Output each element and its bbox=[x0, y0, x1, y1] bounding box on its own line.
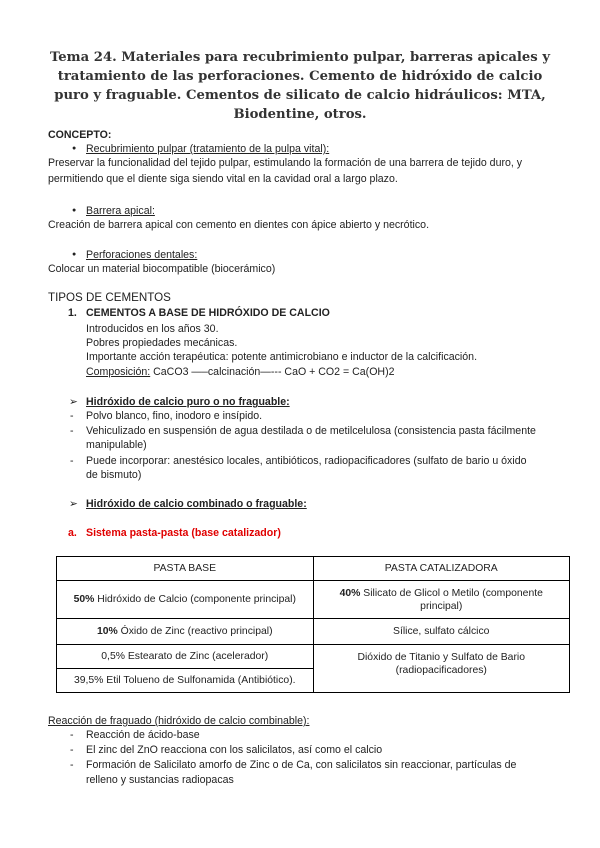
reaccion-item: - El zinc del ZnO reacciona con los salicilatos, así como el calcio bbox=[86, 743, 382, 757]
concepto-item-recubrimiento-text: permitiendo que el diente siga siendo vital en la cavidad oral a largo plazo. bbox=[48, 173, 398, 185]
concepto-heading: CONCEPTO: bbox=[48, 129, 112, 141]
concepto-item-recubrimiento-text: Preservar la funcionalidad del tejido pulpar, estimulando la formación de una barrera de tejido duro, y bbox=[48, 157, 523, 169]
section1-line: Importante acción terapéutica: potente antimicrobiano e inductor de la calcificación. bbox=[86, 351, 478, 363]
table-cell-base: 50% Hidróxido de Calcio (componente principal) bbox=[57, 581, 314, 619]
section1-number: 1. bbox=[68, 307, 77, 319]
table-header-catalizadora: PASTA CATALIZADORA bbox=[313, 557, 570, 581]
puro-item: - Puede incorporar: anestésico locales, antibióticos, radiopacificadores (sulfato de bario u óxido bbox=[86, 454, 526, 468]
table-header-base: PASTA BASE bbox=[57, 557, 314, 581]
table-cell-catalizadora: Sílice, sulfato cálcico bbox=[313, 619, 570, 645]
puro-item: - Vehiculizado en suspensión de agua destilada o de metilcelulosa (consistencia pasta fácilmente bbox=[86, 424, 536, 438]
puro-item: - Polvo blanco, fino, inodoro e insípido. bbox=[86, 409, 262, 423]
concepto-item-barrera-text: Creación de barrera apical con cemento en dientes con ápice abierto y necrótico. bbox=[48, 219, 430, 231]
sistema-title: Sistema pasta-pasta (base catalizador) bbox=[86, 527, 281, 539]
section1-line: Introducidos en los años 30. bbox=[86, 323, 219, 335]
concepto-item-barrera-label: ● Barrera apical: bbox=[86, 204, 155, 218]
reaccion-item: - Reacción de ácido-base bbox=[86, 728, 200, 742]
concepto-item-recubrimiento-label: ● Recubrimiento pulpar (tratamiento de la pulpa vital): bbox=[86, 142, 329, 156]
reaccion-heading: Reacción de fraguado (hidróxido de calcio combinable): bbox=[48, 715, 310, 727]
concepto-item-perforaciones-label: ● Perforaciones dentales: bbox=[86, 248, 197, 262]
reaccion-item: - Formación de Salicilato amorfo de Zinc o de Ca, con salicilatos sin reaccionar, partículas de bbox=[86, 758, 516, 772]
composicion-line bbox=[86, 365, 395, 379]
sistema-letter: a. bbox=[68, 527, 77, 539]
table-cell-base: 10% Óxido de Zinc (reactivo principal) bbox=[57, 619, 314, 645]
section1-line: Pobres propiedades mecánicas. bbox=[86, 337, 238, 349]
reaccion-item-cont: relleno y sustancias radiopacas bbox=[86, 774, 234, 786]
table-cell-catalizadora: 40% Silicato de Glicol o Metilo (componente principal) bbox=[313, 581, 570, 619]
tipos-heading: TIPOS DE CEMENTOS bbox=[48, 291, 171, 304]
puro-item-cont: de bismuto) bbox=[86, 469, 142, 481]
composition-table bbox=[56, 556, 570, 693]
table-cell-base: 0,5% Estearato de Zinc (acelerador) bbox=[57, 645, 314, 669]
fraguable-heading: ➢ Hidróxido de calcio combinado o fraguable: bbox=[86, 497, 307, 511]
document-title: Tema 24. Materiales para recubrimiento pulpar, barreras apicales y tratamiento de las perforaciones. Cemento de hidróxido de calcio puro y fraguable. Cementos de silicato de calcio hidráulicos: MTA, Biodentine, otros. bbox=[49, 50, 550, 122]
composicion-label: Composición: bbox=[86, 366, 151, 378]
section1-title: CEMENTOS A BASE DE HIDRÓXIDO DE CALCIO bbox=[86, 307, 330, 319]
table-cell-base: 39,5% Etil Tolueno de Sulfonamida (Antibiótico). bbox=[57, 669, 314, 693]
puro-heading: ➢ Hidróxido de calcio puro o no fraguable: bbox=[86, 395, 290, 409]
concepto-item-perforaciones-text: Colocar un material biocompatible (biocerámico) bbox=[48, 263, 276, 275]
table-cell-catalizadora: Dióxido de Titanio y Sulfato de Bario (radiopacificadores) bbox=[313, 645, 570, 693]
composicion-formula: CaCO3 —–calcinación—--- CaO + CO2 = Ca(OH)2 bbox=[150, 366, 395, 378]
puro-item-cont: manipulable) bbox=[86, 439, 147, 451]
